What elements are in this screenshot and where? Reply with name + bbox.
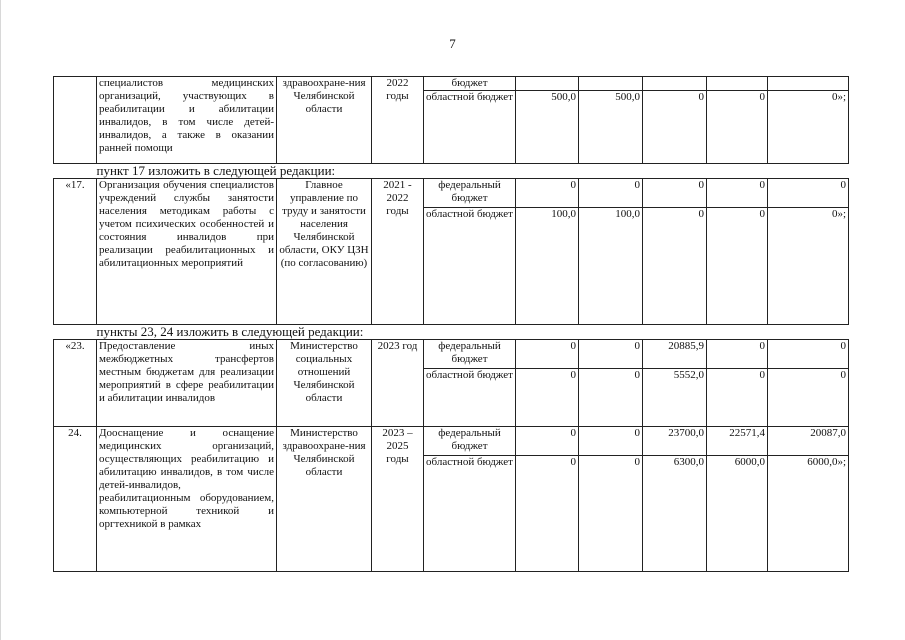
term-unit: годы xyxy=(386,453,409,465)
amount-cell: 0 xyxy=(579,456,643,572)
table-row xyxy=(54,427,849,456)
amount-cell: 6300,0 xyxy=(643,456,707,572)
section-heading-row xyxy=(54,164,849,179)
amount-cell: 0 xyxy=(516,427,579,456)
amount-cell xyxy=(579,77,643,91)
table-row xyxy=(54,77,849,91)
amount-cell: 100,0 xyxy=(516,208,579,325)
amount-cell: 20087,0 xyxy=(768,427,849,456)
amount-cell: 0 xyxy=(516,369,579,427)
row-name: Предоставление иных межбюджетных трансфертов местным бюджетам для реализации мероприятий в сфере реабилитации и абилитации инвалидов xyxy=(97,340,277,427)
amount-cell: 0»; xyxy=(768,208,849,325)
term-start: 2023 – xyxy=(382,427,413,439)
amount-cell: 0»; xyxy=(768,91,849,164)
amount-cell: 0 xyxy=(579,179,643,208)
section-heading-row xyxy=(54,325,849,340)
row-number: «17. xyxy=(54,179,97,325)
amount-cell: 6000,0 xyxy=(707,456,768,572)
funding-source: областной бюджет xyxy=(424,456,516,572)
row-executor: Министерство здравоохране-ния Челябинской области xyxy=(277,427,372,572)
funding-source: бюджет xyxy=(424,77,516,91)
term-start: 2021 - xyxy=(383,179,412,191)
amount-cell: 0 xyxy=(579,369,643,427)
table-row xyxy=(54,340,849,369)
row-executor: Министерство социальных отношений Челябинской области xyxy=(277,340,372,427)
amount-cell: 0 xyxy=(707,369,768,427)
amount-cell xyxy=(768,77,849,91)
amount-cell: 0 xyxy=(707,91,768,164)
row-executor: здравоохране-ния Челябинской области xyxy=(277,77,372,164)
amount-cell: 500,0 xyxy=(579,91,643,164)
amount-cell: 0 xyxy=(768,369,849,427)
amount-cell xyxy=(516,77,579,91)
amount-cell: 0 xyxy=(516,179,579,208)
amount-cell: 100,0 xyxy=(579,208,643,325)
amount-cell: 500,0 xyxy=(516,91,579,164)
amount-cell: 0 xyxy=(516,456,579,572)
amount-cell: 0 xyxy=(579,340,643,369)
program-table xyxy=(53,76,849,572)
term-unit: годы xyxy=(386,205,409,217)
amount-cell: 0 xyxy=(768,340,849,369)
amount-cell: 23700,0 xyxy=(643,427,707,456)
amount-cell xyxy=(707,77,768,91)
funding-source: федеральный бюджет xyxy=(424,340,516,369)
row-term xyxy=(372,427,424,572)
section-heading: пункт 17 изложить в следующей редакции: xyxy=(54,164,849,179)
amount-cell: 22571,4 xyxy=(707,427,768,456)
amount-cell: 0 xyxy=(579,427,643,456)
row-name: специалистов медицинских организаций, участвующих в реабилитации и абилитации инвалидов, в том числе детей-инвалидов, а также в оказании ранней помощи xyxy=(97,77,277,164)
row-term: 2023 год xyxy=(372,340,424,427)
row-name: Организация обучения специалистов учреждений службы занятости населения методикам работы с учетом психических особенностей и состояния инвалидов при реализации реабилитационных и абилитационных мероприятий xyxy=(97,179,277,325)
amount-cell: 0 xyxy=(707,179,768,208)
row-name: Дооснащение и оснащение медицинских организаций, осуществляющих реабилитацию и абилитацию инвалидов, в том числе детей-инвалидов, реабилитационным оборудованием, компьютерной техникой и оргтехникой в рамках xyxy=(97,427,277,572)
row-number xyxy=(54,77,97,164)
table-row xyxy=(54,179,849,208)
page-edge xyxy=(0,0,1,640)
amount-cell: 0 xyxy=(768,179,849,208)
row-term: 2022 годы xyxy=(372,77,424,164)
term-end: 2022 xyxy=(386,192,409,204)
row-number: 24. xyxy=(54,427,97,572)
amount-cell: 20885,9 xyxy=(643,340,707,369)
row-term xyxy=(372,179,424,325)
amount-cell: 6000,0»; xyxy=(768,456,849,572)
amount-cell: 0 xyxy=(643,179,707,208)
amount-cell xyxy=(643,77,707,91)
amount-cell: 0 xyxy=(643,208,707,325)
funding-source: областной бюджет xyxy=(424,208,516,325)
page-number: 7 xyxy=(449,36,456,51)
amount-cell: 0 xyxy=(707,340,768,369)
row-executor: Главное управление по труду и занятости населения Челябинской области, ОКУ ЦЗН (по согласованию) xyxy=(277,179,372,325)
term-end: 2025 xyxy=(386,440,409,452)
amount-cell: 5552,0 xyxy=(643,369,707,427)
funding-source: областной бюджет xyxy=(424,91,516,164)
row-number: «23. xyxy=(54,340,97,427)
amount-cell: 0 xyxy=(516,340,579,369)
funding-source: федеральный бюджет xyxy=(424,179,516,208)
section-heading: пункты 23, 24 изложить в следующей редакции: xyxy=(54,325,849,340)
funding-source: областной бюджет xyxy=(424,369,516,427)
funding-source: федеральный бюджет xyxy=(424,427,516,456)
amount-cell: 0 xyxy=(707,208,768,325)
amount-cell: 0 xyxy=(643,91,707,164)
